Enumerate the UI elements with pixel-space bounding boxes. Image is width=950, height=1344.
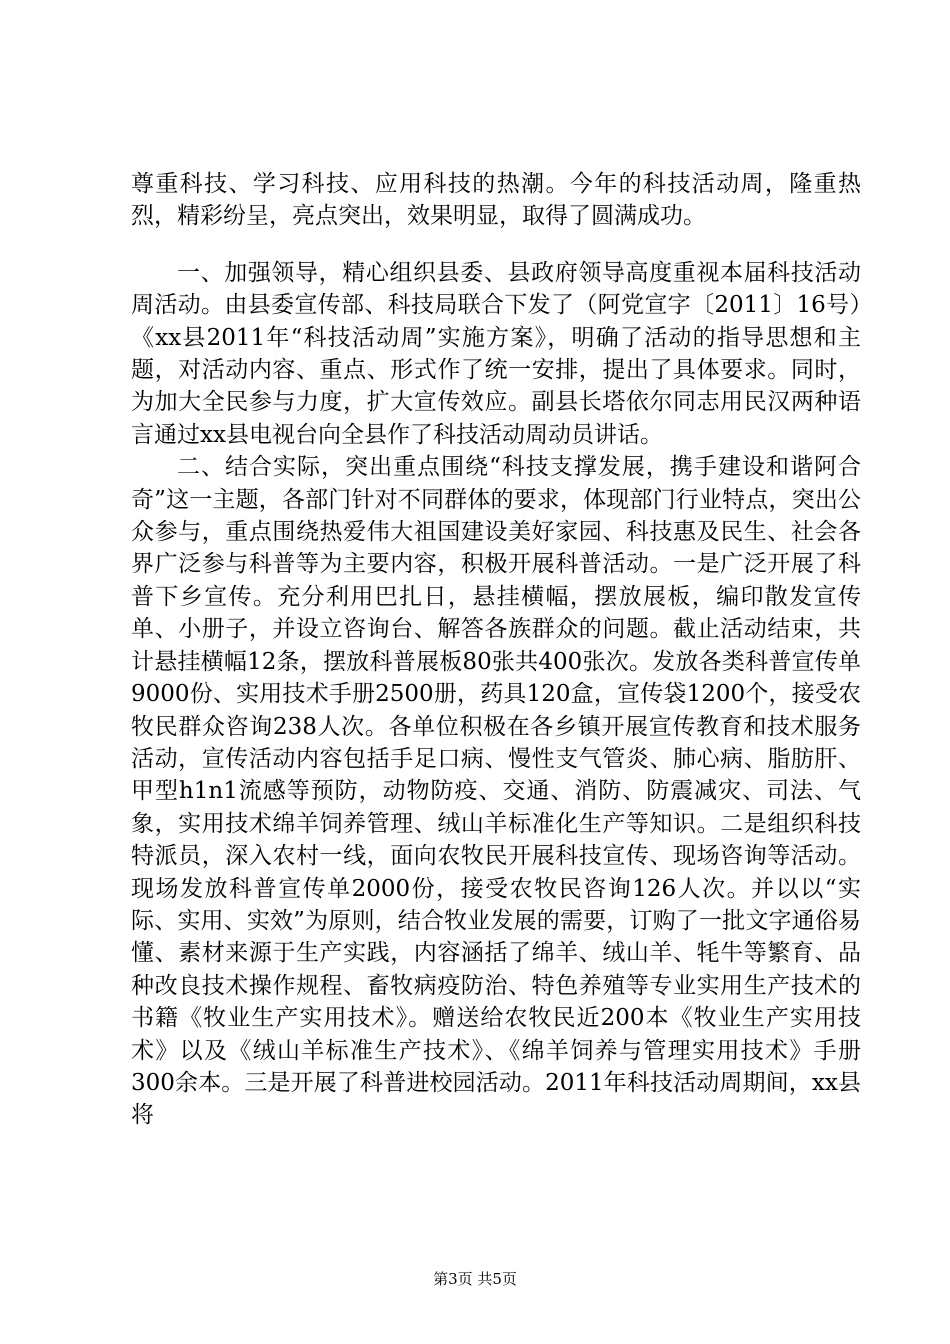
document-body <box>131 168 861 1132</box>
paragraph-section-one: 一、加强领导，精心组织县委、县政府领导高度重视本届科技活动周活动。由县委宣传部、科技局联合下发了（阿党宣字〔2011〕16号）《xx县2011年“科技活动周”实施方案》，明确了活动的指导思想和主题，对活动内容、重点、形式作了统一安排，提出了具体要求。同时，为加大全民参与力度，扩大宣传效应。副县长塔依尔同志用民汉两种语言通过xx县电视台向全县作了科技活动周动员讲话。 <box>131 259 861 448</box>
paragraph-continuation: 尊重科技、学习科技、应用科技的热潮。今年的科技活动周，隆重热烈，精彩纷呈，亮点突出，效果明显，取得了圆满成功。 <box>131 171 861 230</box>
page-number-footer: 第3页 共5页 <box>433 1270 517 1288</box>
paragraph-section-two: 二、结合实际，突出重点围绕“科技支撑发展，携手建设和谐阿合奇”这一主题，各部门针对不同群体的要求，体现部门行业特点，突出公众参与，重点围绕热爱伟大祖国建设美好家园、科技惠及民生、社会各界广泛参与科普等为主要内容，积极开展科普活动。一是广泛开展了科普下乡宣传。充分利用巴扎日，悬挂横幅，摆放展板，编印散发宣传单、小册子，并设立咨询台、解答各族群众的问题。截止活动结束，共计悬挂横幅12条，摆放科普展板80张共400张次。发放各类科普宣传单9000份、实用技术手册2500册，药具120盒，宣传袋1200个，接受农牧民群众咨询238人次。各单位积极在各乡镇开展宣传教育和技术服务活动，宣传活动内容包括手足口病、慢性支气管炎、肺心病、脂肪肝、甲型h1n1流感等预防，动物防疫、交通、消防、防震减灾、司法、气象，实用技术绵羊饲养管理、绒山羊标准化生产等知识。二是组织科技特派员，深入农村一线，面向农牧民开展科技宣传、现场咨询等活动。现场发放科普宣传单2000份，接受农牧民咨询126人次。并以以“实际、实用、实效”为原则，结合牧业发展的需要，订购了一批文字通俗易懂、素材来源于生产实践，内容涵括了绵羊、绒山羊、牦牛等繁育、品种改良技术操作规程、畜牧病疫防治、特色养殖等专业实用生产技术的书籍《牧业生产实用技术》。赠送给农牧民近200本《牧业生产实用技术》以及《绒山羊标准生产技术》、《绵羊饲养与管理实用技术》手册300余本。三是开展了科普进校园活动。2011年科技活动周期间，xx县将 <box>131 454 861 1129</box>
